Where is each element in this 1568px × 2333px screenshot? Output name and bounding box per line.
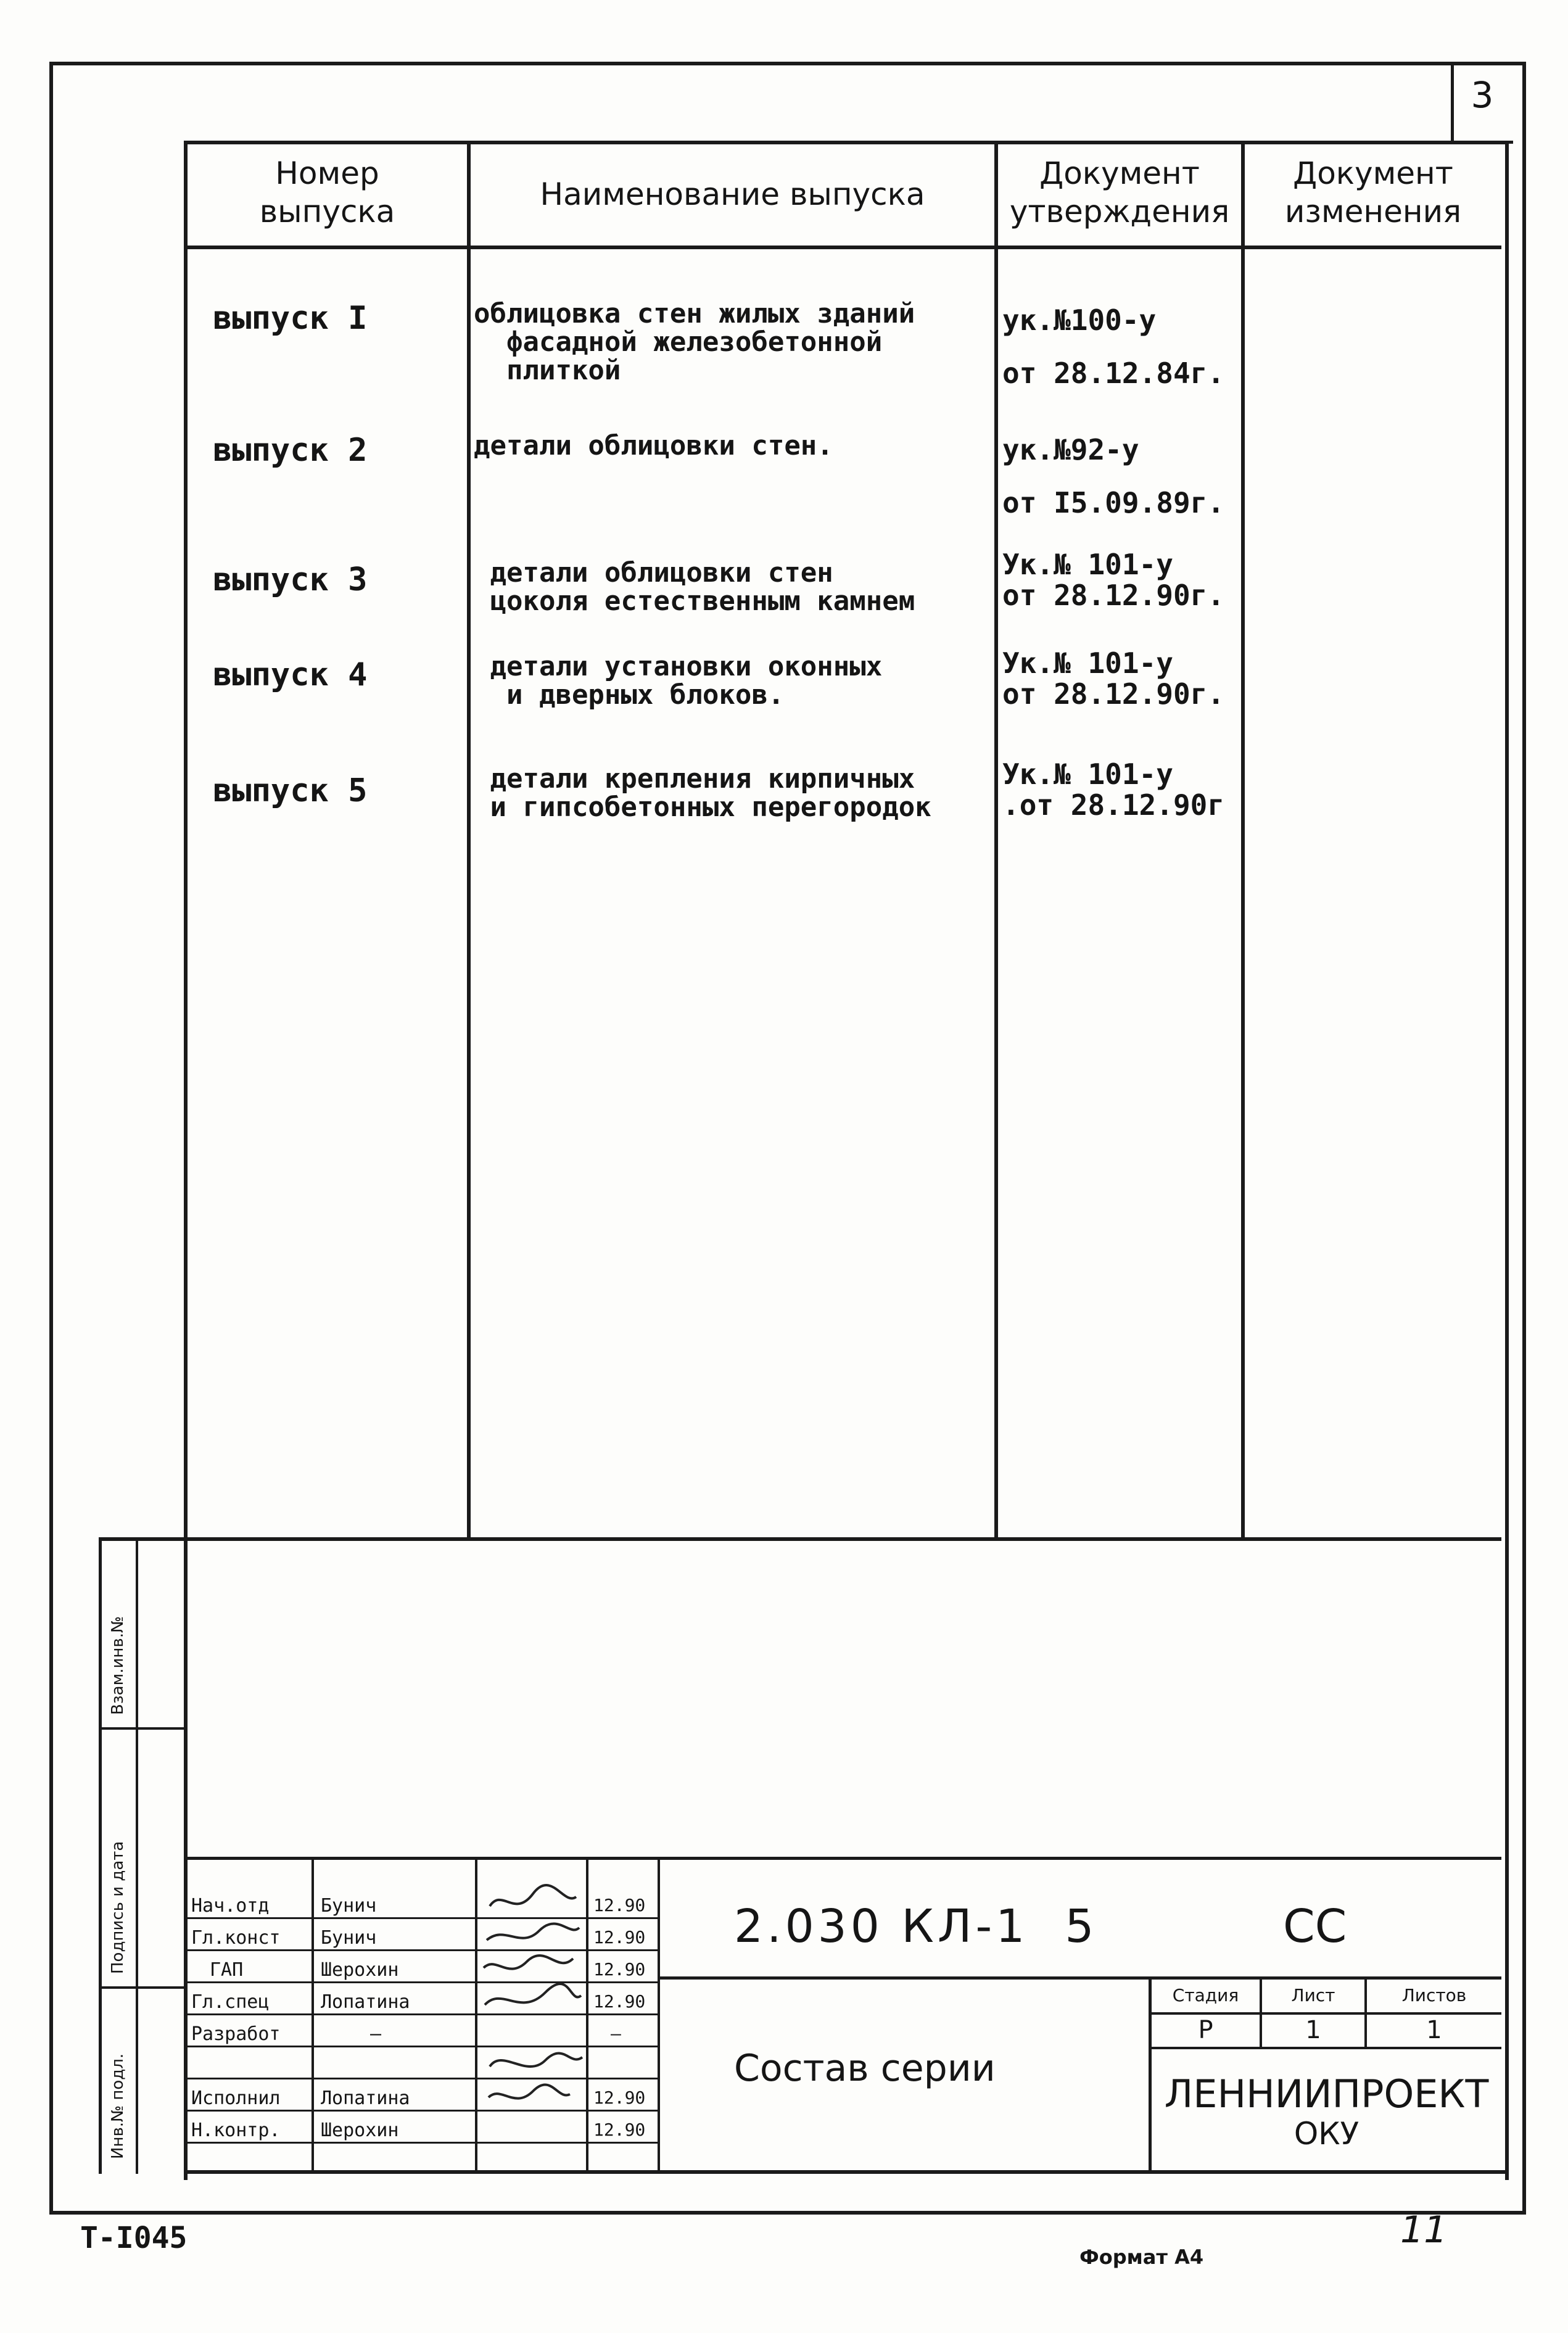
sig-line-6: [184, 2078, 659, 2079]
sig-line-1: [184, 1917, 659, 1919]
header-separator: [188, 246, 1501, 249]
sig-name-6: Лопатина: [321, 2087, 410, 2109]
sig-name-5: —: [370, 2023, 382, 2045]
title-block-top-line: [184, 1857, 1501, 1860]
sig-role-4: Гл.спец: [191, 1991, 270, 2013]
format-label: Формат А4: [1079, 2245, 1204, 2269]
tb-col-sign: [586, 1858, 588, 2173]
sig-date-6: 12.90: [593, 2087, 646, 2108]
sig-name-4: Лопатина: [321, 1991, 410, 2013]
document-code-suffix: СС: [1283, 1900, 1347, 1953]
sig-role-2: Гл.конст: [191, 1927, 281, 1949]
sheets-header: Листов: [1401, 1985, 1467, 2005]
sig-line-7: [184, 2110, 659, 2112]
row-4-approval: Ук.№ 101-у от 28.12.90г.: [1002, 646, 1225, 711]
sig-line-8: [184, 2142, 659, 2144]
row-4-number: выпуск 4: [213, 656, 368, 693]
sig-name-1: Бунич: [321, 1895, 377, 1917]
tb-col-role: [312, 1858, 314, 2173]
sheet-header: Лист: [1291, 1985, 1335, 2005]
sheet-value: 1: [1305, 2016, 1321, 2044]
row-5-name: детали крепления кирпичных и гипсобетонных перегородок: [490, 763, 931, 823]
side-label-top: Взам.инв.№: [109, 1616, 127, 1715]
sig-date-7: 12.90: [593, 2120, 646, 2140]
row-3-approval: Ук.№ 101-у от 28.12.90г.: [1002, 548, 1225, 612]
sig-name-3: Шерохин: [321, 1959, 399, 1981]
side-label-bottom: Инв.№ подл.: [109, 2053, 127, 2159]
row-3-number: выпуск 3: [213, 561, 368, 598]
sig-date-2: 12.90: [593, 1927, 646, 1947]
tb-stage-header-line: [1149, 2012, 1501, 2015]
row-1-approval: ук.№100-у от 28.12.84г.: [1002, 303, 1225, 390]
row-2-number: выпуск 2: [213, 432, 368, 469]
side-stamp-divider: [136, 1537, 138, 2174]
row-5-approval: Ук.№ 101-у .от 28.12.90г: [1002, 758, 1225, 822]
sig-name-2: Бунич: [321, 1927, 377, 1949]
page-number: 3: [1471, 74, 1494, 116]
tb-col-date: [658, 1858, 660, 2173]
sig-line-3: [184, 1981, 659, 1983]
side-stamp-line-2: [99, 1986, 184, 1989]
row-2-name: детали облицовки стен.: [474, 430, 833, 461]
col-divider-2: [994, 144, 998, 1540]
side-label-middle: Подпись и дата: [109, 1841, 127, 1974]
sig-name-7: Шерохин: [321, 2120, 399, 2141]
corner-mark: 11: [1400, 2208, 1448, 2252]
sig-role-5: Разработ: [191, 2023, 281, 2045]
sig-role-7: Н.контр.: [191, 2120, 281, 2141]
tb-stage-value-line: [1149, 2047, 1501, 2049]
sig-date-4: 12.90: [593, 1991, 646, 2012]
header-approval: Документ утверждения: [1009, 155, 1230, 229]
sig-line-4: [184, 2013, 659, 2015]
row-4-name: детали установки оконных и дверных блоков.: [490, 651, 883, 711]
row-2-approval: ук.№92-у от I5.09.89г.: [1002, 433, 1225, 519]
sig-line-2: [184, 1949, 659, 1951]
header-name: Наименование выпуска: [540, 176, 925, 212]
sig-role-6: Исполнил: [191, 2087, 281, 2109]
col-divider-1: [467, 144, 471, 1540]
table-bottom-line: [184, 2170, 1505, 2174]
table-frame: [184, 141, 1509, 2180]
document-title: Состав серии: [734, 2047, 996, 2090]
sig-date-1: 12.90: [593, 1895, 646, 1915]
tb-code-line: [658, 1976, 1501, 1980]
header-number: Номер выпуска: [259, 155, 395, 229]
signature-scribbles: [477, 1881, 586, 2171]
sig-date-5: —: [611, 2023, 621, 2044]
stage-header: Стадия: [1172, 1985, 1239, 2005]
bottom-left-code: Т-I045: [80, 2221, 188, 2255]
content-bottom-line: [99, 1537, 1501, 1541]
sig-role-1: Нач.отд: [191, 1895, 270, 1917]
row-1-number: выпуск I: [213, 300, 368, 337]
header-change: Документ изменения: [1284, 155, 1462, 229]
sheets-value: 1: [1426, 2016, 1442, 2044]
sig-line-5: [184, 2046, 659, 2047]
document-code: 2.030 КЛ-1 5: [734, 1900, 1098, 1953]
row-5-number: выпуск 5: [213, 772, 368, 809]
sig-date-3: 12.90: [593, 1959, 646, 1980]
organization-line-1: ЛЕННИИПРОЕКТ: [1164, 2071, 1489, 2116]
organization-line-2: ОКУ: [1294, 2116, 1360, 2152]
row-3-name: детали облицовки стен цоколя естественным камнем: [490, 557, 915, 617]
row-1-name: облицовка стен жилых зданий фасадной железобетонной плиткой: [474, 298, 915, 386]
sig-role-3: ГАП: [210, 1959, 244, 1981]
col-divider-3: [1241, 144, 1245, 1540]
stage-value: Р: [1198, 2016, 1213, 2044]
side-stamp-line-1: [99, 1727, 184, 1730]
